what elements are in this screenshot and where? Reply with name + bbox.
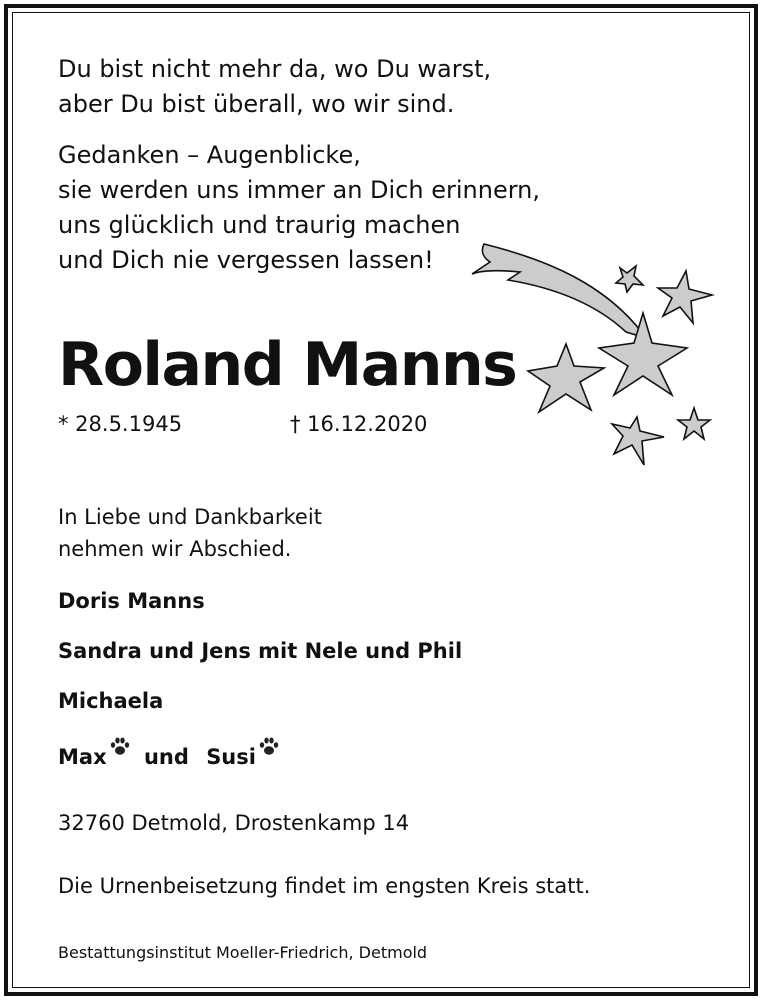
paw-print-icon	[109, 734, 131, 768]
verse-line-1: Du bist nicht mehr da, wo Du warst,	[58, 55, 492, 83]
comet-tail-icon	[472, 244, 646, 338]
verse-line-3: Gedanken – Augenblicke,	[58, 141, 361, 169]
star-icon	[612, 417, 664, 465]
pet-name-max: Max	[58, 745, 107, 769]
pets-und: und	[143, 745, 189, 769]
verse-line-6: und Dich nie vergessen lassen!	[58, 246, 434, 274]
star-icon	[678, 408, 710, 439]
star-icon	[658, 271, 712, 323]
mourner-sandra-jens: Sandra und Jens mit Nele und Phil	[58, 639, 463, 663]
birth-date: * 28.5.1945	[58, 412, 183, 436]
death-date: † 16.12.2020	[290, 412, 428, 436]
star-icon	[599, 313, 687, 395]
farewell-line-2: nehmen wir Abschied.	[58, 537, 292, 561]
verse-line-5: uns glücklich und traurig machen	[58, 211, 461, 239]
burial-notice: Die Urnenbeisetzung findet im engsten Kreis statt.	[58, 874, 591, 898]
mourner-michaela: Michaela	[58, 689, 164, 713]
address: 32760 Detmold, Drostenkamp 14	[58, 811, 410, 835]
farewell-line-1: In Liebe und Dankbarkeit	[58, 505, 322, 529]
mourner-pets	[58, 734, 282, 774]
deceased-name: Roland Manns	[58, 330, 517, 400]
star-icon	[616, 266, 643, 292]
funeral-home: Bestattungsinstitut Moeller-Friedrich, Detmold	[58, 943, 428, 962]
mourner-doris: Doris Manns	[58, 589, 205, 613]
verse-line-2: aber Du bist überall, wo wir sind.	[58, 90, 455, 118]
shooting-star-icon	[468, 240, 720, 472]
pet-name-susi: Susi	[206, 745, 256, 769]
star-icon	[528, 344, 604, 412]
paw-print-icon	[258, 734, 280, 768]
verse-line-4: sie werden uns immer an Dich erinnern,	[58, 176, 540, 204]
